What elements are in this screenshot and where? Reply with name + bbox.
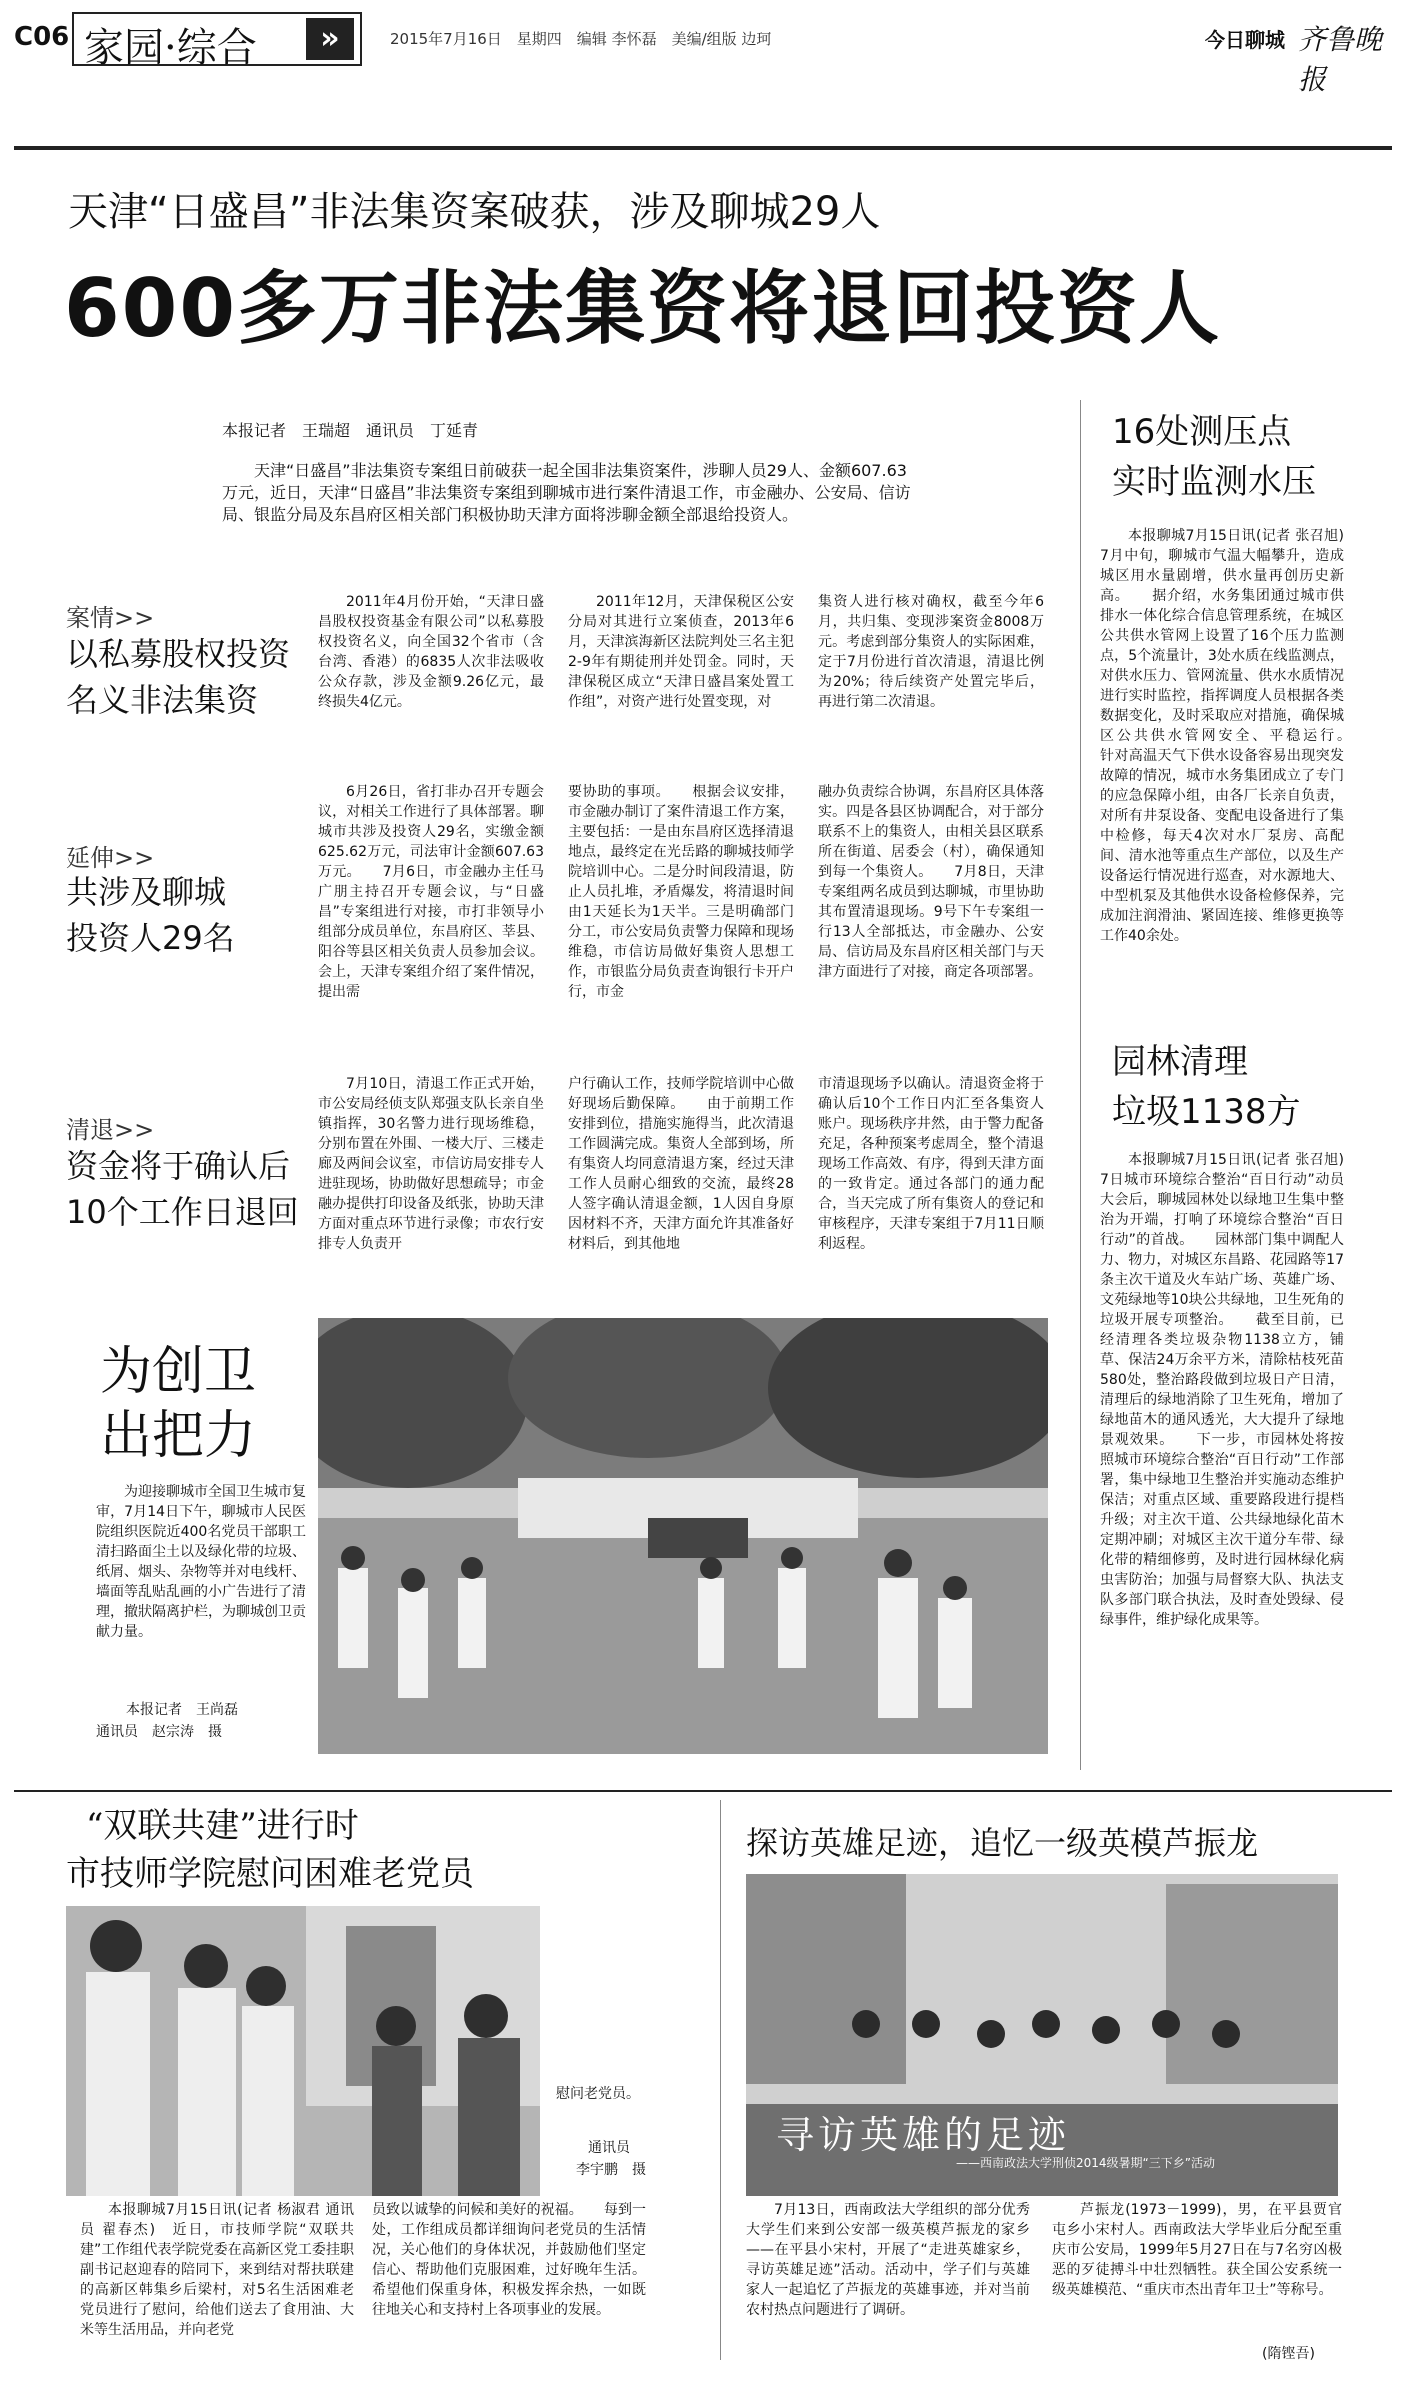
body-col-1c: 集资人进行核对确权，截至今年6月，共归集、变现涉案资金8008万元。考虑到部分集资人的实际困难，定于7月份进行首次清退，清退比例为20%；待后续资产处置完毕后，再进行第二次清退。 bbox=[818, 594, 1044, 710]
article-headline: 600多万非法集资将退回投资人 bbox=[64, 262, 1221, 355]
body-col-2b: 要协助的事项。 根据会议安排，市金融办制订了案件清退工作方案，主要包括：一是由东昌府区选择清退地点，最终定在光岳路的聊城技师学院培训中心。二是分时间段清退，防止人员扎堆，矛盾爆发，将清退时间由1天延长为1天半。三是明确部门分工，市公安局负责警力保障和现场维稳，市信访局做好集资人思想工作，市银监分局负责查询银行卡开户行，市金 bbox=[568, 784, 794, 1000]
body-col-2a: 6月26日，省打非办召开专题会议，对相关工作进行了具体部署。聊城市共涉及投资人29名，实缴金额625.62万元，司法审计金额607.63万元。 7月6日，市金融办主任马广朋主持召开专题会议，与“日盛昌”专案组进行对接，市打非领导小组部分成员单位，东昌府区、莘县、阳谷等县区相关负责人员参加会议。会上，天津专案组介绍了案件情况，提出需 bbox=[318, 784, 544, 1000]
right-head-2a: 园林清理 bbox=[1112, 1042, 1248, 1082]
bottom-left-body-a: 本报聊城7月15日讯(记者 杨淑君 通讯员 翟春杰) 近日，市技师学院“双联共建”工作组代表学院党委在高新区党工委挂职副书记赵迎春的陪同下，来到结对帮扶联建的高新区韩集乡后梁村，对5名生活困难老党员进行了慰问，给他们送去了食用油、大米等生活用品，并向老党 bbox=[80, 2202, 354, 2338]
body-col-1a: 2011年4月份开始，“天津日盛昌股权投资基金有限公司”以私募股权投资名义，向全国32个省市（含台湾、香港）的6835人次非法吸收公众存款，涉及金额9.26亿元，最终损失4亿元。 bbox=[318, 594, 544, 710]
byline: 本报记者 王瑞超 通讯员 丁延青 bbox=[222, 421, 479, 440]
visit-image bbox=[66, 1906, 540, 2196]
section-arrow-icon: » bbox=[306, 18, 354, 60]
section-rule bbox=[14, 1790, 1392, 1792]
kicker-extension: 延伸>> bbox=[66, 844, 155, 872]
side-head-refund-1: 资金将于确认后 bbox=[66, 1147, 291, 1185]
photo1-credit-1: 本报记者 王尚磊 bbox=[126, 1702, 238, 1718]
paper-logo: 齐鲁晚报 bbox=[1298, 23, 1383, 96]
right-head-1a: 16处测压点 bbox=[1112, 412, 1292, 452]
kicker-refund: 清退>> bbox=[66, 1116, 155, 1144]
column-divider bbox=[1080, 400, 1081, 1770]
right-body-1: 本报聊城7月15日讯(记者 张召旭) 7月中旬，聊城市气温大幅攀升，造成城区用水量剧增，供水量再创历史新高。 据介绍，水务集团通过城市供排水一体化综合信息管理系统，在城区公共供水管网上设置了16个压力监测点，5个流量计，3处水质在线监测点，对供水压力、管网流量、供水水质情况进行实时监控，指挥调度人员根据各类数据变化，及时采取应对措施，确保城区公共供水管网安全、平稳运行。 针对高温天气下供水设备容易出现突发故障的情况，城市水务集团成立了专门的应急保障小组，由各厂长亲自负责，对所有井泵设备、变配电设备进行了集中检修，每天4次对水厂泵房、高配间、清水池等重点生产部位，以及生产设备运行情况进行巡查，对水源地大、中型机泵及其他供水设备检修保养，完成加注润滑油、紧固连接、维修更换等工作40余处。 bbox=[1100, 528, 1372, 944]
side-head-case-1: 以私募股权投资 bbox=[66, 635, 291, 673]
photo-hero-visit bbox=[746, 1874, 1338, 2196]
edition-info: 2015年7月16日 星期四 编辑 李怀磊 美编/组版 边珂 bbox=[390, 30, 772, 48]
lead-paragraph: 天津“日盛昌”非法集资专案组日前破获一起全国非法集资案件，涉聊人员29人、金额607.63万元，近日，天津“日盛昌”非法集资专案组到聊城市进行案件清退工作，市金融办、公安局、信访局、银监分局及东昌府区相关部门积极协助天津方面将涉聊金额全部退给投资人。 bbox=[222, 461, 911, 524]
photo1-title-1: 为创卫 bbox=[100, 1342, 257, 1402]
photo1-title-2: 出把力 bbox=[100, 1406, 257, 1466]
photo-street-cleaning bbox=[318, 1318, 1048, 1754]
header-rule bbox=[14, 146, 1392, 150]
bottom-divider bbox=[720, 1800, 721, 2360]
bottom-left-photo-caption: 慰问老党员。 bbox=[556, 2086, 640, 2102]
bottom-left-credit-2: 李宇鹏 摄 bbox=[576, 2162, 646, 2178]
body-col-3c: 市清退现场予以确认。清退资金将于确认后10个工作日内汇至各集资人账户。现场秩序井然，由于警力配备充足，各种预案考虑周全，整个清退现场工作高效、有序，得到天津方面的一致肯定。通过各部门的通力配合，当天完成了所有集资人的登记和审核程序，天津专案组于7月11日顺利返程。 bbox=[818, 1076, 1044, 1252]
side-head-extension-1: 共涉及聊城 bbox=[66, 873, 227, 911]
photo1-caption: 为迎接聊城市全国卫生城市复审，7月14日下午，聊城市人民医院组织医院近400名党员干部职工清扫路面尘土以及绿化带的垃圾、纸屑、烟头、杂物等并对电线杆、墙面等乱贴乱画的小广告进行了清理，撤狀隔离护栏，为聊城创卫贡献力量。 bbox=[96, 1484, 306, 1640]
photo-visit-party-member bbox=[66, 1906, 540, 2196]
bottom-right-body-a: 7月13日，西南政法大学组织的部分优秀大学生们来到公安部一级英模芦振龙的家乡——在平县小宋村，开展了“走进英雄家乡，寻访英雄足迹”活动。活动中，学子们与英雄家人一起追忆了芦振龙的英雄事迹，并对当前农村热点问题进行了调研。 bbox=[746, 2202, 1030, 2318]
bottom-right-title: 探访英雄足迹，追忆一级英模芦振龙 bbox=[746, 1824, 1259, 1862]
body-col-3b: 户行确认工作，技师学院培训中心做好现场后勤保障。 由于前期工作安排到位，措施实施得当，此次清退工作圆满完成。集资人全部到场，所有集资人均同意清退方案，经过天津工作人员耐心细致的交流，最终28人签字确认清退金额，1人因自身原因材料不齐，天津方面允许其准备好材料后，到其他地 bbox=[568, 1076, 794, 1252]
bottom-right-body-b: 芦振龙(1973－1999)，男，在平县贾官屯乡小宋村人。西南政法大学毕业后分配至重庆市公安局，1999年5月27日在与7名穷凶极恶的歹徒搏斗中壮烈牺牲。获全国公安系统一级英雄模范、“重庆市杰出青年卫士”等称号。 bbox=[1052, 2202, 1342, 2298]
kicker-case: 案情>> bbox=[66, 604, 155, 632]
bottom-left-title-1: “双联共建”进行时 bbox=[86, 1806, 359, 1846]
bottom-left-credit-1: 通讯员 bbox=[588, 2140, 630, 2156]
banner-subtext: ——西南政法大学刑侦2014级暑期“三下乡”活动 bbox=[956, 2156, 1215, 2170]
bottom-right-signature: (隋铿吾) bbox=[1262, 2346, 1315, 2362]
side-head-refund-2: 10个工作日退回 bbox=[66, 1193, 299, 1231]
banner-text: 寻访英雄的足迹 bbox=[776, 2113, 1071, 2157]
bottom-left-body-b: 员致以诚挚的问候和美好的祝福。 每到一处，工作组成员都详细询问老党员的生活情况，关心他们的身体状况，并鼓励他们坚定信心、帮助他们克服困难，过好晚年生活。希望他们保重身体，积极发挥余热，一如既往地关心和支持村上各项事业的发展。 bbox=[372, 2202, 646, 2318]
street-cleaning-image bbox=[318, 1318, 1048, 1754]
side-head-extension-2: 投资人29名 bbox=[66, 919, 235, 957]
right-body-2: 本报聊城7月15日讯(记者 张召旭) 7日城市环境综合整治“百日行动”动员大会后，聊城园林处以绿地卫生集中整治为开端，打响了环境综合整治“百日行动”的首战。 园林部门集中调配人力、物力，对城区东昌路、花园路等17条主次干道及火车站广场、英雄广场、文苑绿地等10块公共绿地，卫生死角的垃圾开展专项整治。 截至目前，已经清理各类垃圾杂物1138立方，铺草、保洁24万余平方米，清除枯枝死苗580处，整治路段做到垃圾日产日清，清理后的绿地消除了卫生死角，增加了绿地苗木的通风透光，大大提升了绿地景观效果。 下一步，市园林处将按照城市环境综合整治“百日行动”工作部署，集中绿地卫生整治并实施动态维护保洁；对重点区域、重要路段进行提档升级；对主次干道、公共绿地绿化苗木定期冲刷；对城区主次干道分车带、绿化带的精细修剪，及时进行园林绿化病虫害防治；加强与局督察大队、执法支队多部门联合执法，及时查处毁绿、侵绿事件，维护绿化成果等。 bbox=[1100, 1152, 1358, 1628]
photo1-credit-2: 通讯员 赵宗涛 摄 bbox=[96, 1724, 222, 1740]
page-number: C06 bbox=[14, 22, 70, 52]
body-col-2c: 融办负责综合协调，东昌府区具体落实。四是各县区协调配合，对于部分联系不上的集资人，由相关县区联系所在街道、居委会（村），确保通知到每一个集资人。 7月8日，天津专案组两名成员到达聊城，市里协助其布置清退现场。9号下午专案组一行13人全部抵达，市金融办、公安局、信访局及东昌府区相关部门与天津方面进行了对接，商定各项部署。 bbox=[818, 784, 1044, 980]
body-col-3a: 7月10日，清退工作正式开始，市公安局经侦支队郑强支队长亲自坐镇指挥，30名警力进行现场维稳，分别布置在外围、一楼大厅、三楼走廊及两间会议室，市信访局安排专人进驻现场，协助做好思想疏导；市金融办提供打印设备及纸张，协助天津方面对重点环节进行录像；市农行安排专人负责开 bbox=[318, 1076, 544, 1252]
bottom-left-title-2: 市技师学院慰问困难老党员 bbox=[66, 1854, 474, 1894]
right-head-2b: 垃圾1138方 bbox=[1112, 1092, 1301, 1132]
article-subtitle: 天津“日盛昌”非法集资案破获，涉及聊城29人 bbox=[68, 189, 881, 235]
body-col-1b: 2011年12月，天津保税区公安分局对其进行立案侦查，2013年6月，天津滨海新区法院判处三名主犯2-9年有期徒刑并处罚金。同时，天津保税区成立“天津日盛昌案处置工作组”，对资产进行处置变现，对 bbox=[568, 594, 794, 710]
paper-section: 今日聊城 bbox=[1205, 28, 1285, 52]
right-head-1b: 实时监测水压 bbox=[1112, 462, 1316, 502]
section-title: 家园·综合 bbox=[84, 25, 257, 71]
side-head-case-2: 名义非法集资 bbox=[66, 681, 259, 719]
